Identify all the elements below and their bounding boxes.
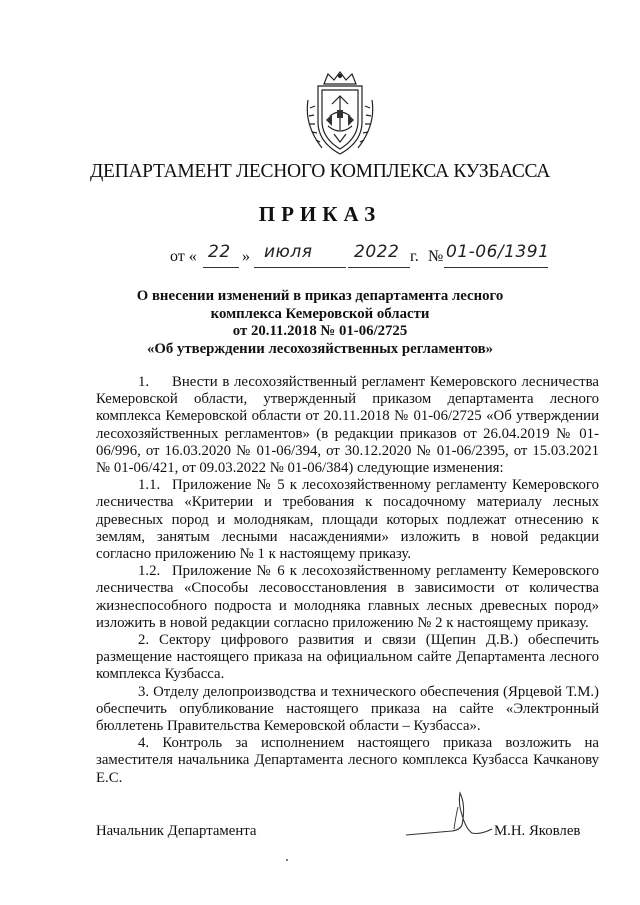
paragraph-2: 2. Сектору цифрового развития и связи (Щепин Д.В.) обеспечить размещение настоящего приказа на официальном сайте Департамента лесного комплекса Кузбасса. bbox=[96, 632, 599, 683]
order-date-number-line bbox=[170, 242, 550, 270]
handwritten-day: 22 bbox=[208, 242, 231, 262]
subject-line-1: О внесении изменений в приказ департамента лесного bbox=[136, 288, 504, 304]
year-suffix: г. bbox=[410, 248, 419, 265]
paragraph-3: 3. Отделу делопроизводства и технического обеспечения (Ярцевой Т.М.) обеспечить опубликование настоящего приказа на сайте «Электронный бюллетень Правительства Кемеровской области – Кузбасса». bbox=[96, 683, 599, 735]
paragraph-1-1 bbox=[96, 477, 599, 563]
paragraph-1-2-text: Приложение № 6 к лесохозяйственному регламенту Кемеровского лесничества «Способы лесовосстановления в зависимости от количества жизнеспособного подроста и молодняка главных лесных древесных пород» изложить в новой редакции согласно приложению № 2 к настоящему приказу. bbox=[96, 563, 599, 631]
subject-line-4: «Об утверждении лесохозяйственных регламентов» bbox=[146, 340, 494, 357]
scan-dot bbox=[286, 859, 288, 861]
paragraph-4: 4. Контроль за исполнением настоящего приказа возложить на заместителя начальника Департамента лесного комплекса Кузбасса Качканову Е.С. bbox=[96, 735, 599, 786]
date-prefix: от « bbox=[170, 248, 197, 265]
department-name: ДЕПАРТАМЕНТ ЛЕСНОГО КОМПЛЕКСА КУЗБАССА bbox=[90, 161, 551, 182]
day-underline bbox=[203, 267, 239, 268]
month-underline bbox=[254, 267, 346, 268]
paragraph-1-1-text: Приложение № 5 к лесохозяйственному регламенту Кемеровского лесничества «Критерии и требования к посадочному материалу лесных древесных пород и молоднякам, площади которых подлежат отнесению к землям, занятым лесными насаждениями» изложить в новой редакции согласно приложению № 1 к настоящему приказу. bbox=[96, 477, 599, 563]
year-underline bbox=[348, 267, 410, 268]
signatory-name: М.Н. Яковлев bbox=[494, 823, 581, 839]
handwritten-month: июля bbox=[264, 242, 313, 262]
paragraph-1-2 bbox=[96, 563, 599, 632]
handwritten-order-number: 01-06/1391 bbox=[446, 242, 550, 262]
subject-line-3: от 20.11.2018 № 01-06/2725 bbox=[232, 323, 408, 339]
signatory-position: Начальник Департамента bbox=[96, 823, 257, 839]
order-title: ПРИКАЗ bbox=[258, 202, 382, 226]
date-quote-close: » bbox=[242, 248, 250, 265]
order-subject bbox=[120, 288, 520, 358]
subject-line-2: комплекса Кемеровской области bbox=[210, 305, 430, 322]
coat-of-arms-emblem-icon bbox=[300, 70, 380, 158]
handwritten-year: 2022 bbox=[354, 242, 400, 262]
number-underline bbox=[444, 267, 548, 268]
order-body bbox=[96, 374, 599, 787]
paragraph-1-number: 1. bbox=[138, 374, 150, 390]
paragraph-1-text: Внести в лесохозяйственный регламент Кемеровского лесничества Кемеровской области, утвержденный приказом департамента лесного комплекса Кемеровской области от 20.11.2018 № 01-06/2725 «Об утверждении лесохозяйственных регламентов» (в редакции приказов от 26.04.2019 № 01-06/996, от 16.03.2020 № 01-06/394, от 30.12.2020 № 01-06/2395, от 15.03.2021 № 01-06/421, от 09.03.2022 № 01-06/384) следующие изменения: bbox=[96, 374, 599, 477]
paragraph-1-2-number: 1.2. bbox=[138, 563, 161, 580]
paragraph-1-1-number: 1.1. bbox=[138, 477, 161, 494]
paragraph-1 bbox=[96, 374, 599, 477]
number-label: № bbox=[428, 248, 444, 265]
